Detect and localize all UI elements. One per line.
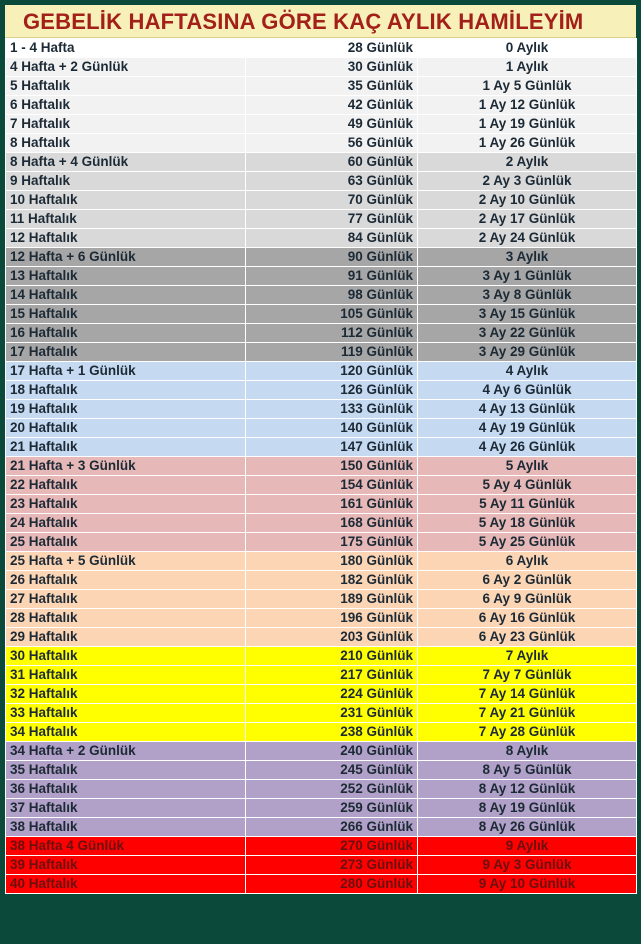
days-cell: 245 Günlük — [246, 761, 418, 780]
months-cell: 5 Aylık — [418, 457, 637, 476]
week-cell: 24 Haftalık — [6, 514, 246, 533]
months-cell: 9 Aylık — [418, 837, 637, 856]
days-cell: 28 Günlük — [246, 39, 418, 58]
months-cell: 5 Ay 4 Günlük — [418, 476, 637, 495]
table-row — [6, 818, 637, 837]
months-cell: 4 Aylık — [418, 362, 637, 381]
months-cell: 8 Ay 5 Günlük — [418, 761, 637, 780]
days-cell: 175 Günlük — [246, 533, 418, 552]
title-bar — [5, 5, 636, 38]
months-cell: 5 Ay 25 Günlük — [418, 533, 637, 552]
week-cell: 21 Haftalık — [6, 438, 246, 457]
months-cell: 4 Ay 26 Günlük — [418, 438, 637, 457]
table-row — [6, 533, 637, 552]
days-cell: 105 Günlük — [246, 305, 418, 324]
table-row — [6, 305, 637, 324]
days-cell: 91 Günlük — [246, 267, 418, 286]
table-row — [6, 495, 637, 514]
table-row — [6, 609, 637, 628]
table-row — [6, 685, 637, 704]
months-cell: 3 Ay 15 Günlük — [418, 305, 637, 324]
week-cell: 25 Haftalık — [6, 533, 246, 552]
days-cell: 180 Günlük — [246, 552, 418, 571]
months-cell: 8 Aylık — [418, 742, 637, 761]
days-cell: 259 Günlük — [246, 799, 418, 818]
months-cell: 4 Ay 13 Günlük — [418, 400, 637, 419]
months-cell: 1 Ay 19 Günlük — [418, 115, 637, 134]
week-cell: 34 Haftalık — [6, 723, 246, 742]
table-row — [6, 571, 637, 590]
months-cell: 3 Ay 1 Günlük — [418, 267, 637, 286]
days-cell: 196 Günlük — [246, 609, 418, 628]
days-cell: 112 Günlük — [246, 324, 418, 343]
days-cell: 238 Günlük — [246, 723, 418, 742]
days-cell: 30 Günlük — [246, 58, 418, 77]
months-cell: 3 Ay 8 Günlük — [418, 286, 637, 305]
months-cell: 1 Ay 12 Günlük — [418, 96, 637, 115]
week-cell: 21 Hafta + 3 Günlük — [6, 457, 246, 476]
months-cell: 1 Ay 26 Günlük — [418, 134, 637, 153]
week-cell: 4 Hafta + 2 Günlük — [6, 58, 246, 77]
week-cell: 20 Haftalık — [6, 419, 246, 438]
days-cell: 84 Günlük — [246, 229, 418, 248]
days-cell: 182 Günlük — [246, 571, 418, 590]
week-cell: 13 Haftalık — [6, 267, 246, 286]
table-row — [6, 286, 637, 305]
table-row — [6, 704, 637, 723]
months-cell: 1 Aylık — [418, 58, 637, 77]
table-row — [6, 628, 637, 647]
week-cell: 23 Haftalık — [6, 495, 246, 514]
months-cell: 0 Aylık — [418, 39, 637, 58]
week-cell: 28 Haftalık — [6, 609, 246, 628]
table-row — [6, 552, 637, 571]
week-cell: 34 Hafta + 2 Günlük — [6, 742, 246, 761]
week-cell: 10 Haftalık — [6, 191, 246, 210]
days-cell: 280 Günlük — [246, 875, 418, 894]
week-cell: 15 Haftalık — [6, 305, 246, 324]
days-cell: 210 Günlük — [246, 647, 418, 666]
days-cell: 270 Günlük — [246, 837, 418, 856]
week-cell: 38 Hafta 4 Günlük — [6, 837, 246, 856]
days-cell: 140 Günlük — [246, 419, 418, 438]
days-cell: 168 Günlük — [246, 514, 418, 533]
week-cell: 33 Haftalık — [6, 704, 246, 723]
week-cell: 26 Haftalık — [6, 571, 246, 590]
week-cell: 16 Haftalık — [6, 324, 246, 343]
table-row — [6, 210, 637, 229]
months-cell: 2 Ay 24 Günlük — [418, 229, 637, 248]
days-cell: 217 Günlük — [246, 666, 418, 685]
week-cell: 29 Haftalık — [6, 628, 246, 647]
table-row — [6, 343, 637, 362]
week-cell: 5 Haftalık — [6, 77, 246, 96]
week-cell: 36 Haftalık — [6, 780, 246, 799]
days-cell: 161 Günlük — [246, 495, 418, 514]
week-cell: 35 Haftalık — [6, 761, 246, 780]
days-cell: 70 Günlük — [246, 191, 418, 210]
week-cell: 14 Haftalık — [6, 286, 246, 305]
pregnancy-week-table — [5, 38, 637, 894]
months-cell: 6 Aylık — [418, 552, 637, 571]
table-row — [6, 96, 637, 115]
table-row — [6, 381, 637, 400]
table-row — [6, 324, 637, 343]
week-cell: 12 Haftalık — [6, 229, 246, 248]
months-cell: 8 Ay 26 Günlük — [418, 818, 637, 837]
days-cell: 231 Günlük — [246, 704, 418, 723]
table-row — [6, 400, 637, 419]
table-row — [6, 191, 637, 210]
months-cell: 7 Ay 7 Günlük — [418, 666, 637, 685]
days-cell: 240 Günlük — [246, 742, 418, 761]
table-row — [6, 438, 637, 457]
table-row — [6, 476, 637, 495]
days-cell: 63 Günlük — [246, 172, 418, 191]
days-cell: 120 Günlük — [246, 362, 418, 381]
week-cell: 18 Haftalık — [6, 381, 246, 400]
months-cell: 7 Ay 28 Günlük — [418, 723, 637, 742]
days-cell: 273 Günlük — [246, 856, 418, 875]
week-cell: 27 Haftalık — [6, 590, 246, 609]
days-cell: 77 Günlük — [246, 210, 418, 229]
table-row — [6, 39, 637, 58]
week-cell: 25 Hafta + 5 Günlük — [6, 552, 246, 571]
table-row — [6, 742, 637, 761]
table-row — [6, 267, 637, 286]
week-cell: 40 Haftalık — [6, 875, 246, 894]
table-row — [6, 153, 637, 172]
months-cell: 3 Aylık — [418, 248, 637, 267]
days-cell: 154 Günlük — [246, 476, 418, 495]
week-cell: 32 Haftalık — [6, 685, 246, 704]
table-row — [6, 799, 637, 818]
table-row — [6, 856, 637, 875]
months-cell: 5 Ay 18 Günlük — [418, 514, 637, 533]
months-cell: 2 Ay 17 Günlük — [418, 210, 637, 229]
page-title: GEBELİK HAFTASINA GÖRE KAÇ AYLIK HAMİLEYİM — [23, 9, 584, 34]
months-cell: 6 Ay 23 Günlük — [418, 628, 637, 647]
week-cell: 37 Haftalık — [6, 799, 246, 818]
table-row — [6, 647, 637, 666]
table-row — [6, 666, 637, 685]
days-cell: 147 Günlük — [246, 438, 418, 457]
week-cell: 17 Haftalık — [6, 343, 246, 362]
days-cell: 224 Günlük — [246, 685, 418, 704]
months-cell: 8 Ay 12 Günlük — [418, 780, 637, 799]
months-cell: 6 Ay 9 Günlük — [418, 590, 637, 609]
week-cell: 19 Haftalık — [6, 400, 246, 419]
days-cell: 189 Günlük — [246, 590, 418, 609]
week-cell: 17 Hafta + 1 Günlük — [6, 362, 246, 381]
months-cell: 9 Ay 10 Günlük — [418, 875, 637, 894]
table-row — [6, 115, 637, 134]
week-cell: 6 Haftalık — [6, 96, 246, 115]
week-cell: 7 Haftalık — [6, 115, 246, 134]
week-cell: 8 Haftalık — [6, 134, 246, 153]
months-cell: 2 Ay 10 Günlük — [418, 191, 637, 210]
table-row — [6, 514, 637, 533]
months-cell: 3 Ay 29 Günlük — [418, 343, 637, 362]
table-row — [6, 229, 637, 248]
table-row — [6, 58, 637, 77]
months-cell: 4 Ay 6 Günlük — [418, 381, 637, 400]
months-cell: 3 Ay 22 Günlük — [418, 324, 637, 343]
table-row — [6, 457, 637, 476]
months-cell: 2 Aylık — [418, 153, 637, 172]
days-cell: 98 Günlük — [246, 286, 418, 305]
week-cell: 9 Haftalık — [6, 172, 246, 191]
months-cell: 5 Ay 11 Günlük — [418, 495, 637, 514]
days-cell: 90 Günlük — [246, 248, 418, 267]
months-cell: 7 Ay 14 Günlük — [418, 685, 637, 704]
table-row — [6, 875, 637, 894]
days-cell: 266 Günlük — [246, 818, 418, 837]
table-row — [6, 590, 637, 609]
week-cell: 39 Haftalık — [6, 856, 246, 875]
months-cell: 7 Ay 21 Günlük — [418, 704, 637, 723]
week-cell: 1 - 4 Hafta — [6, 39, 246, 58]
months-cell: 2 Ay 3 Günlük — [418, 172, 637, 191]
week-cell: 12 Hafta + 6 Günlük — [6, 248, 246, 267]
table-row — [6, 134, 637, 153]
table-row — [6, 761, 637, 780]
week-cell: 38 Haftalık — [6, 818, 246, 837]
week-cell: 8 Hafta + 4 Günlük — [6, 153, 246, 172]
days-cell: 56 Günlük — [246, 134, 418, 153]
days-cell: 126 Günlük — [246, 381, 418, 400]
months-cell: 8 Ay 19 Günlük — [418, 799, 637, 818]
days-cell: 42 Günlük — [246, 96, 418, 115]
days-cell: 49 Günlük — [246, 115, 418, 134]
months-cell: 7 Aylık — [418, 647, 637, 666]
table-row — [6, 723, 637, 742]
table-body — [6, 39, 637, 894]
days-cell: 252 Günlük — [246, 780, 418, 799]
months-cell: 6 Ay 2 Günlük — [418, 571, 637, 590]
table-row — [6, 77, 637, 96]
week-cell: 11 Haftalık — [6, 210, 246, 229]
days-cell: 150 Günlük — [246, 457, 418, 476]
days-cell: 133 Günlük — [246, 400, 418, 419]
week-cell: 22 Haftalık — [6, 476, 246, 495]
months-cell: 1 Ay 5 Günlük — [418, 77, 637, 96]
table-row — [6, 248, 637, 267]
months-cell: 9 Ay 3 Günlük — [418, 856, 637, 875]
months-cell: 4 Ay 19 Günlük — [418, 419, 637, 438]
months-cell: 6 Ay 16 Günlük — [418, 609, 637, 628]
days-cell: 203 Günlük — [246, 628, 418, 647]
week-cell: 31 Haftalık — [6, 666, 246, 685]
week-cell: 30 Haftalık — [6, 647, 246, 666]
days-cell: 119 Günlük — [246, 343, 418, 362]
days-cell: 35 Günlük — [246, 77, 418, 96]
days-cell: 60 Günlük — [246, 153, 418, 172]
table-row — [6, 172, 637, 191]
table-row — [6, 362, 637, 381]
table-row — [6, 837, 637, 856]
table-row — [6, 419, 637, 438]
table-row — [6, 780, 637, 799]
